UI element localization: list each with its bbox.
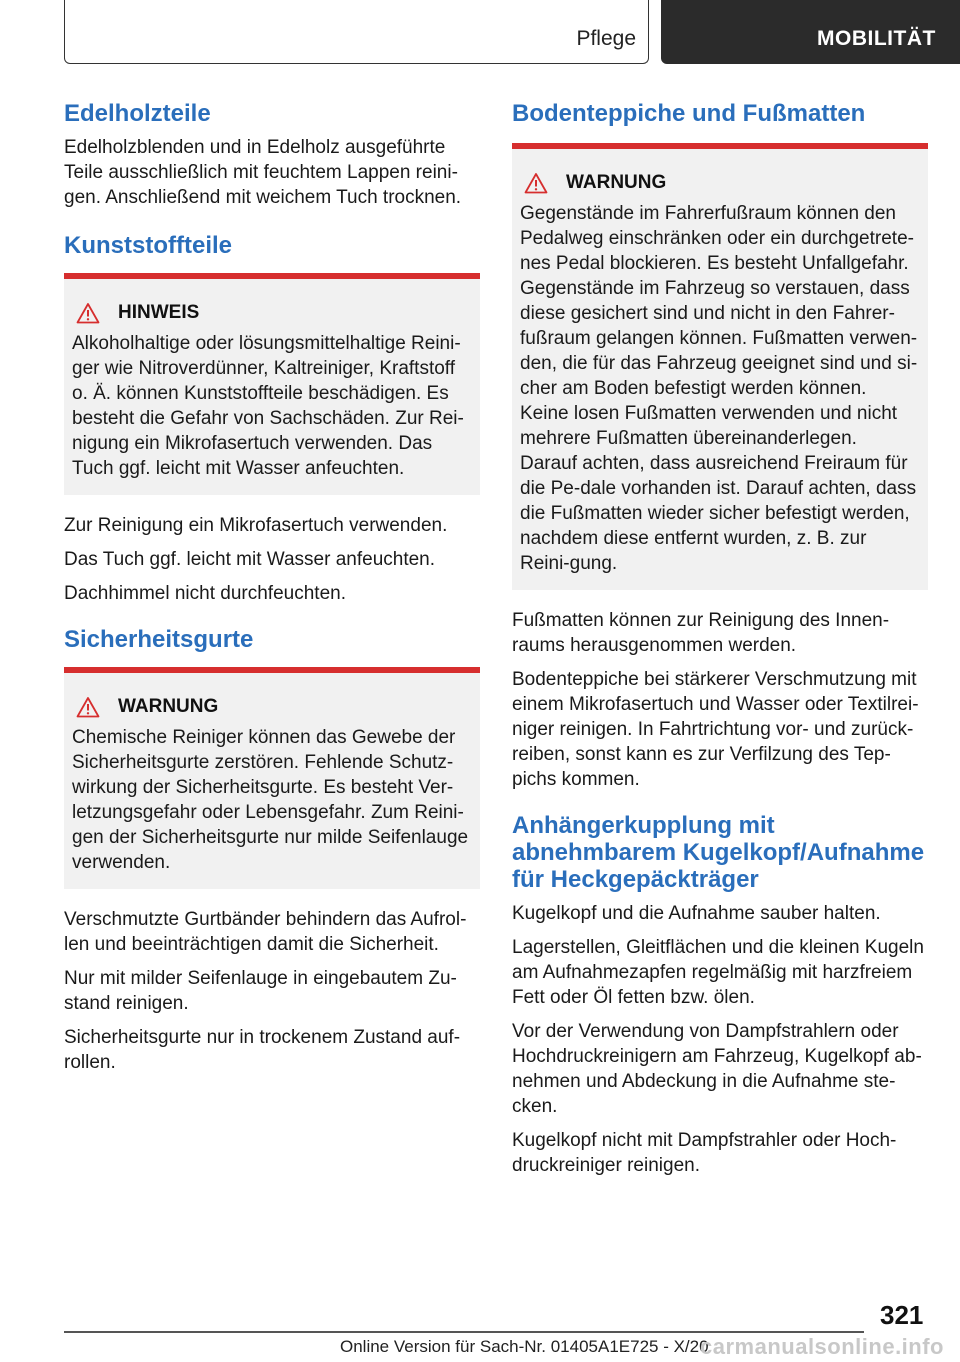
warning-text: Chemische Reiniger können das Gewebe der Sicherheitsgurte zerstören. Fehlende Schutz‐wirkung der Sicherheitsgurte. Es besteht Ver‐letzungsgefahr oder Lebensgefahr. Zum Reini‐gen der Sicherheitsgurte nur milde Seifenlauge verwenden. (72, 727, 469, 873)
section-heading: Kunststoffteile (64, 232, 232, 259)
section-anhaengerkupplung (512, 812, 928, 1178)
warning-triangle-icon (76, 302, 100, 324)
footer-divider (64, 1331, 864, 1333)
footer-version-text: Online Version für Sach-Nr. 01405A1E725 - X/20 (340, 1337, 709, 1356)
notice-box-header (72, 301, 470, 325)
left-column (64, 100, 480, 1091)
notice-title: HINWEIS (118, 302, 200, 323)
header-chapter-tab (661, 0, 960, 64)
section-heading: Anhängerkupplung mit abnehmbarem Kugelkopf/Aufnahme für Heckgepäckträger (512, 812, 925, 893)
paragraph: Vor der Verwendung von Dampfstrahlern oder Hochdruckreinigern am Fahrzeug, Kugelkopf ab‐nehmen und Abdeckung in die Aufnahme ste‐cken. (512, 1021, 922, 1117)
warning-triangle-icon (76, 696, 100, 718)
section-kunststoffteile (64, 232, 480, 606)
watermark: carmanualsonline.info (700, 1334, 944, 1359)
paragraph: Sicherheitsgurte nur in trockenem Zustand auf‐rollen. (64, 1027, 461, 1073)
warning-box-header (72, 695, 470, 719)
warning-title: WARNUNG (118, 696, 219, 717)
paragraph: Kugelkopf nicht mit Dampfstrahler oder Hoch‐druckreiniger reinigen. (512, 1130, 897, 1176)
section-bodenteppiche (512, 100, 928, 792)
right-column (512, 100, 928, 1194)
section-sicherheitsgurte (64, 626, 480, 1075)
section-edelholzteile (64, 100, 480, 210)
paragraph: Bodenteppiche bei stärkerer Verschmutzung mit einem Mikrofasertuch und Wasser oder Textilrei‐niger reinigen. In Fahrtrichtung vor- und zurück‐reiben, sonst kann es zur Verfilzung des Tep‐pichs kommen. (512, 669, 919, 790)
warning-triangle-icon (524, 172, 548, 194)
header-section-title: Pflege (576, 27, 636, 50)
notice-text: Alkoholhaltige oder lösungsmittelhaltige Reini‐ger wie Nitroverdünner, Kaltreiniger, Kraftstoff o. Ä. können Kunststoffteile beschädigen. Es besteht die Gefahr von Sachschäden. Zur Rei‐nigung ein Mikrofasertuch verwenden. Das Tuch ggf. leicht mit Wasser anfeuchten. (72, 333, 464, 479)
paragraph: Das Tuch ggf. leicht mit Wasser anfeuchten. (64, 549, 436, 570)
notice-box (64, 273, 480, 495)
paragraph: Nur mit milder Seifenlauge in eingebautem Zu‐stand reinigen. (64, 968, 457, 1014)
paragraph: Dachhimmel nicht durchfeuchten. (64, 583, 346, 604)
warning-box-header (520, 171, 918, 195)
warning-box (512, 143, 928, 590)
section-heading: Bodenteppiche und Fußmatten (512, 100, 866, 127)
paragraph: Kugelkopf und die Aufnahme sauber halten. (512, 903, 881, 924)
paragraph: Zur Reinigung ein Mikrofasertuch verwenden. (64, 515, 448, 536)
paragraph: Verschmutzte Gurtbänder behindern das Aufrol‐len und beeinträchtigen damit die Sicherheit. (64, 909, 467, 955)
header-chapter-title: MOBILITÄT (817, 27, 936, 50)
paragraph: Lagerstellen, Gleitflächen und die kleinen Kugeln am Aufnahmezapfen regelmäßig mit harzfreiem Fett oder Öl fetten bzw. ölen. (512, 937, 924, 1008)
section-heading: Sicherheitsgurte (64, 626, 254, 653)
warning-box (64, 667, 480, 889)
warning-title: WARNUNG (566, 172, 667, 193)
page-number: 321 (880, 1300, 924, 1330)
warning-text: Gegenstände im Fahrerfußraum können den Pedalweg einschränken oder ein durchgetrete‐nes Pedal blockieren. Es besteht Unfallgefahr. Gegenstände im Fahrzeug so verstauen, dass diese gesichert sind und nicht in den Fahrer‐fußraum gelangen können. Fußmatten verwen‐den, die für das Fahrzeug geeignet sind und si‐cher am Boden befestigt werden können. Keine losen Fußmatten verwenden und nicht mehrere Fußmatten übereinanderlegen. Darauf achten, dass ausreichend Freiraum für die Pe‐dale vorhanden ist. Darauf achten, dass die Fußmatten wieder sicher befestigt werden, nachdem diese entfernt wurden, z. B. zur Reini‐gung. (520, 203, 918, 574)
paragraph: Edelholzblenden und in Edelholz ausgeführte Teile ausschließlich mit feuchtem Lappen reini‐gen. Anschließend mit weichem Tuch trocknen. (64, 137, 462, 208)
header-section-tab (64, 0, 649, 64)
section-heading: Edelholzteile (64, 100, 211, 127)
paragraph: Fußmatten können zur Reinigung des Innen‐raums herausgenommen werden. (512, 610, 890, 656)
